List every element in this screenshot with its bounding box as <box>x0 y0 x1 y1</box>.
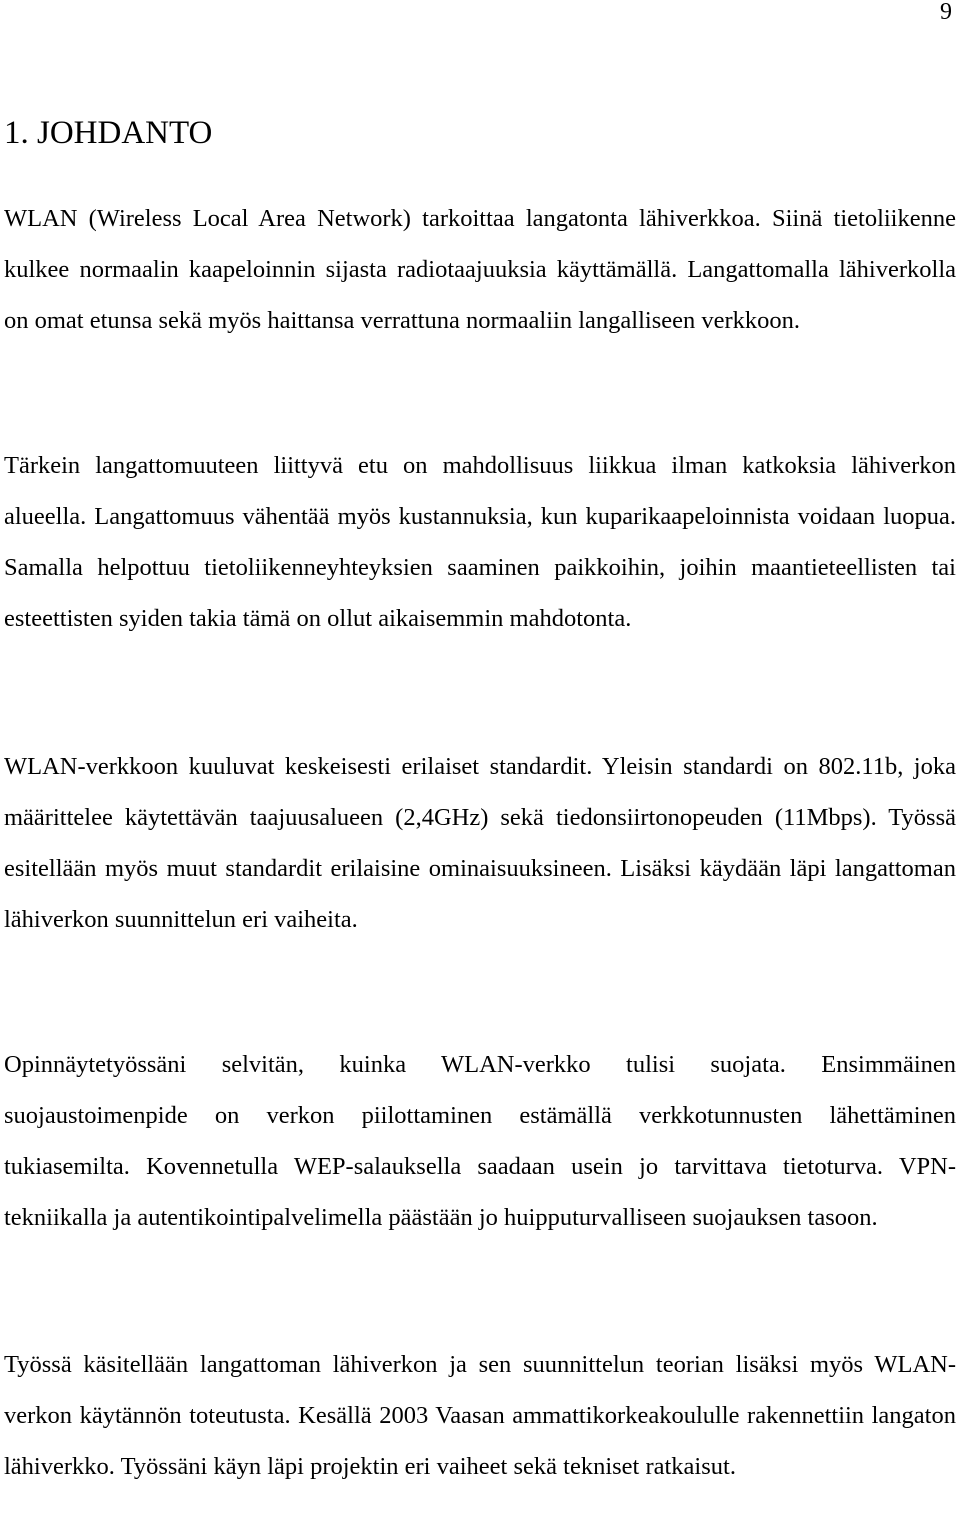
paragraph-security: Opinnäytetyössäni selvitän, kuinka WLAN-verkko tulisi suojata. Ensimmäinen suojaustoimenpide on verkon piilottaminen estämällä verkkotunnusten lähettäminen tukiasemilta. Kovennetulla WEP-salauksella saadaan usein jo tarvittava tietoturva. VPN-tekniikalla ja autentikointipalvelimella päästään jo huipputurvalliseen suojauksen tasoon. <box>4 1051 956 1232</box>
paragraph-implementation: Työssä käsitellään langattoman lähiverkon ja sen suunnittelun teorian lisäksi myös WLAN-verkon käytännön toteutusta. Kesällä 2003 Vaasan ammattikorkeakoululle rakennettiin langaton lähiverkko. Työssäni käyn läpi projektin eri vaiheet sekä tekniset ratkaisut. <box>4 1351 956 1481</box>
page-number: 9 <box>940 0 952 25</box>
paragraph-advantages: Tärkein langattomuuteen liittyvä etu on mahdollisuus liikkua ilman katkoksia lähiverkon alueella. Langattomuus vähentää myös kustannuksia, kun kuparikaapeloinnista voidaan luopua. Samalla helpottuu tietoliikenneyhteyksien saaminen paikkoihin, joihin maantieteellisten tai esteettisten syiden takia tämä on ollut aikaisemmin mahdotonta. <box>4 452 956 633</box>
paragraph-standards: WLAN-verkkoon kuuluvat keskeisesti erilaiset standardit. Yleisin standardi on 802.11b, joka määrittelee käytettävän taajuusalueen (2,4GHz) sekä tiedonsiirtonopeuden (11Mbps). Työssä esitellään myös muut standardit erilaisine ominaisuuksineen. Lisäksi käydään läpi langattoman lähiverkon suunnittelun eri vaiheita. <box>4 753 956 934</box>
paragraph-intro: WLAN (Wireless Local Area Network) tarkoittaa langatonta lähiverkkoa. Siinä tietoliikenne kulkee normaalin kaapeloinnin sijasta radiotaajuuksia käyttämällä. Langattomalla lähiverkolla on omat etunsa sekä myös haittansa verrattuna normaaliin langalliseen verkkoon. <box>4 205 956 335</box>
chapter-heading: 1. JOHDANTO <box>4 115 213 151</box>
